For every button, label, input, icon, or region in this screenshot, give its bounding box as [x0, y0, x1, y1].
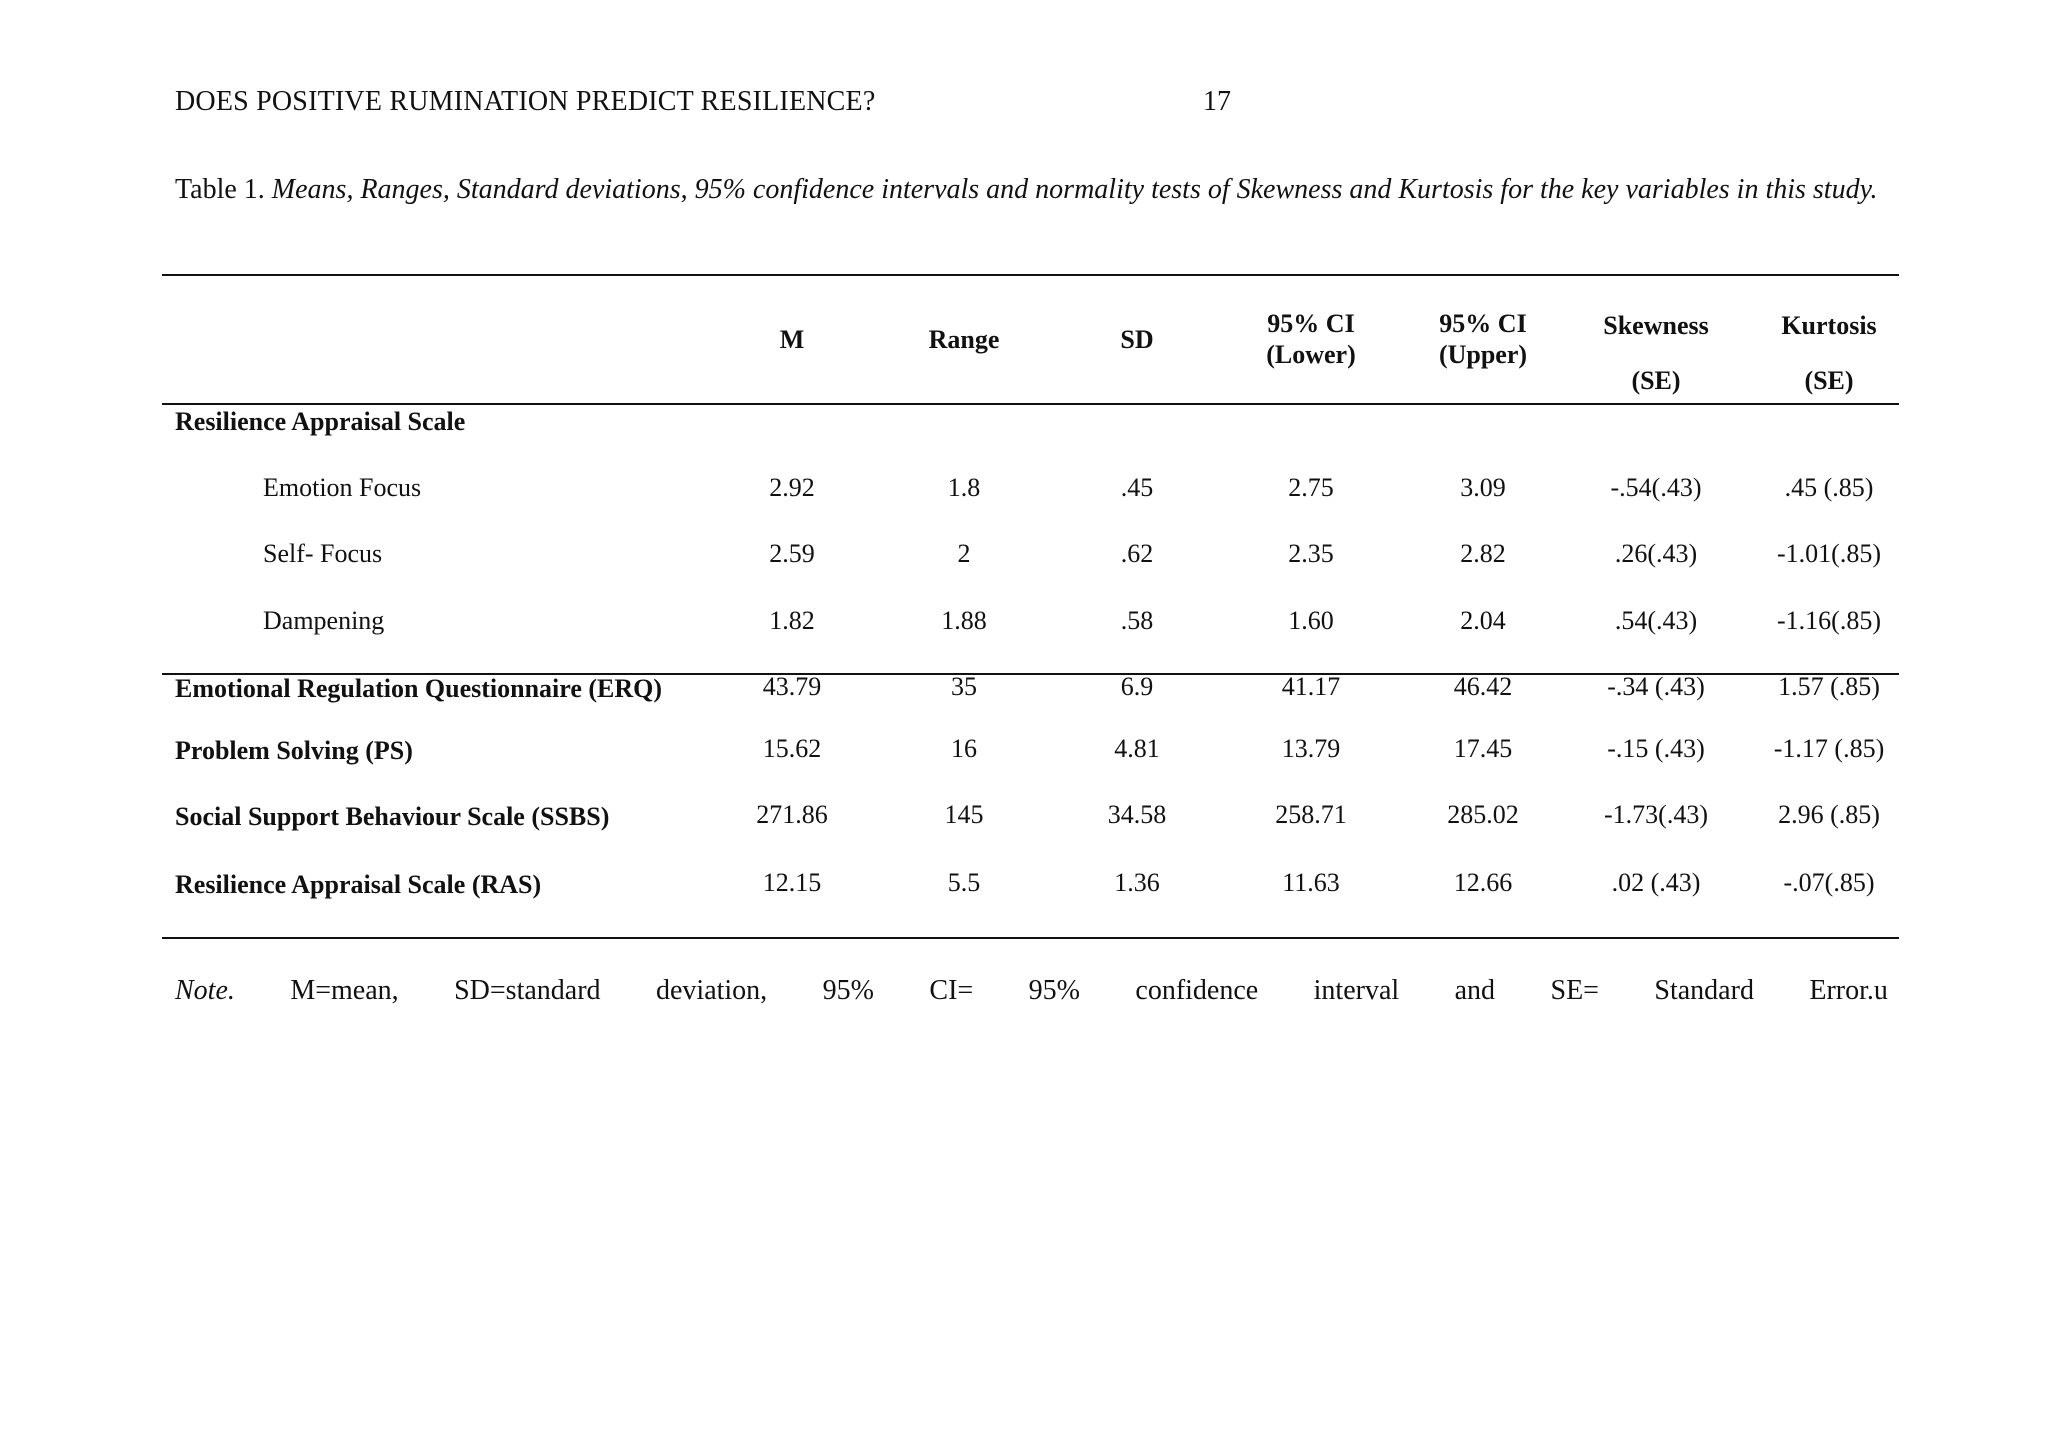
header-ci-upper	[1439, 308, 1527, 370]
cell-range: 145	[944, 800, 984, 829]
cell-kurtosis: 1.57 (.85)	[1778, 672, 1880, 701]
header-ci-lower-line2: (Lower)	[1266, 340, 1356, 369]
note-word: SD=standard	[454, 975, 601, 1006]
cell-range: 5.5	[947, 868, 981, 897]
cell-m: 2.59	[769, 539, 815, 568]
note-word: Error.u	[1809, 975, 1888, 1006]
cell-range: 35	[951, 672, 977, 701]
page-number: 17	[1203, 86, 1231, 117]
cell-m: 271.86	[756, 800, 828, 829]
cell-kurtosis: -1.17 (.85)	[1773, 734, 1885, 763]
note-label: Note.	[175, 975, 235, 1006]
cell-range: 2	[957, 539, 971, 568]
cell-skewness: .26(.43)	[1614, 539, 1698, 568]
running-head: DOES POSITIVE RUMINATION PREDICT RESILIENCE?	[175, 86, 876, 117]
table-title: Means, Ranges, Standard deviations, 95% confidence intervals and normality tests of Skewness and Kurtosis for the key variables in this study.	[271, 174, 1878, 205]
cell-skewness: .54(.43)	[1614, 606, 1698, 635]
cell-range: 1.88	[941, 606, 987, 635]
note-word: and	[1454, 975, 1496, 1006]
header-kurtosis: Kurtosis	[1781, 311, 1877, 340]
cell-sd: 6.9	[1120, 672, 1154, 701]
row-label-dampening: Dampening	[263, 606, 385, 635]
cell-sd: .62	[1120, 539, 1154, 568]
cell-ci-upper: 285.02	[1447, 800, 1519, 829]
row-label-ps: Problem Solving (PS)	[175, 736, 413, 765]
header-sd: SD	[1120, 325, 1154, 354]
cell-ci-lower: 11.63	[1282, 868, 1340, 897]
cell-ci-upper: 2.82	[1460, 539, 1506, 568]
row-label-ssbs: Social Support Behaviour Scale (SSBS)	[175, 802, 610, 831]
header-ci-lower	[1266, 308, 1356, 370]
note-word: confidence	[1135, 975, 1259, 1006]
header-kurtosis-se: (SE)	[1804, 366, 1854, 395]
row-label-erq: Emotional Regulation Questionnaire (ERQ)	[175, 674, 663, 703]
cell-ci-upper: 3.09	[1460, 473, 1506, 502]
row-label-emotion-focus: Emotion Focus	[263, 473, 422, 502]
header-range: Range	[928, 325, 1000, 354]
table-note	[175, 975, 1888, 1007]
table-bottom-rule	[162, 937, 1899, 939]
cell-ci-lower: 2.35	[1288, 539, 1334, 568]
header-ci-upper-line2: (Upper)	[1438, 340, 1528, 369]
cell-ci-upper: 46.42	[1453, 672, 1513, 701]
cell-ci-lower: 258.71	[1275, 800, 1347, 829]
cell-sd: .45	[1120, 473, 1154, 502]
cell-m: 43.79	[762, 672, 822, 701]
note-word: SE=	[1550, 975, 1599, 1006]
header-ci-upper-line1: 95% CI	[1439, 309, 1527, 338]
note-word: 95%	[822, 975, 874, 1006]
cell-range: 1.8	[947, 473, 981, 502]
cell-ci-lower: 13.79	[1281, 734, 1341, 763]
cell-skewness: -.15 (.43)	[1607, 734, 1705, 763]
row-label-ras: Resilience Appraisal Scale (RAS)	[175, 870, 542, 899]
table-label: Table 1.	[175, 174, 265, 205]
cell-ci-lower: 41.17	[1281, 672, 1341, 701]
note-word: interval	[1313, 975, 1400, 1006]
cell-kurtosis: -.07(.85)	[1783, 868, 1875, 897]
table-caption	[175, 170, 1888, 209]
note-word: M=mean,	[290, 975, 399, 1006]
cell-ci-upper: 2.04	[1460, 606, 1506, 635]
note-word: CI=	[929, 975, 974, 1006]
note-word: 95%	[1028, 975, 1080, 1006]
cell-skewness: -.34 (.43)	[1607, 672, 1705, 701]
cell-sd: .58	[1120, 606, 1154, 635]
header-bottom-rule	[162, 403, 1899, 405]
cell-skewness: .02 (.43)	[1611, 868, 1701, 897]
cell-ci-upper: 12.66	[1453, 868, 1513, 897]
note-word: Standard	[1654, 975, 1754, 1006]
cell-m: 15.62	[762, 734, 822, 763]
cell-kurtosis: .45 (.85)	[1784, 473, 1874, 502]
header-m: M	[779, 325, 805, 354]
cell-sd: 4.81	[1114, 734, 1160, 763]
cell-range: 16	[951, 734, 977, 763]
cell-m: 12.15	[762, 868, 822, 897]
cell-m: 2.92	[769, 473, 815, 502]
cell-ci-lower: 2.75	[1288, 473, 1334, 502]
note-word: deviation,	[655, 975, 768, 1006]
cell-ci-lower: 1.60	[1288, 606, 1334, 635]
cell-kurtosis: 2.96 (.85)	[1778, 800, 1880, 829]
cell-sd: 34.58	[1107, 800, 1167, 829]
header-skewness: Skewness	[1603, 311, 1709, 340]
header-skewness-se: (SE)	[1631, 366, 1681, 395]
section-title: Resilience Appraisal Scale	[175, 407, 466, 436]
cell-ci-upper: 17.45	[1453, 734, 1513, 763]
cell-kurtosis: -1.16(.85)	[1777, 606, 1881, 635]
cell-skewness: -.54(.43)	[1610, 473, 1702, 502]
cell-kurtosis: -1.01(.85)	[1777, 539, 1881, 568]
cell-skewness: -1.73(.43)	[1604, 800, 1708, 829]
header-ci-lower-line1: 95% CI	[1267, 309, 1355, 338]
cell-sd: 1.36	[1114, 868, 1160, 897]
table-top-rule	[162, 274, 1899, 276]
row-label-self-focus: Self- Focus	[263, 539, 383, 568]
cell-m: 1.82	[769, 606, 815, 635]
